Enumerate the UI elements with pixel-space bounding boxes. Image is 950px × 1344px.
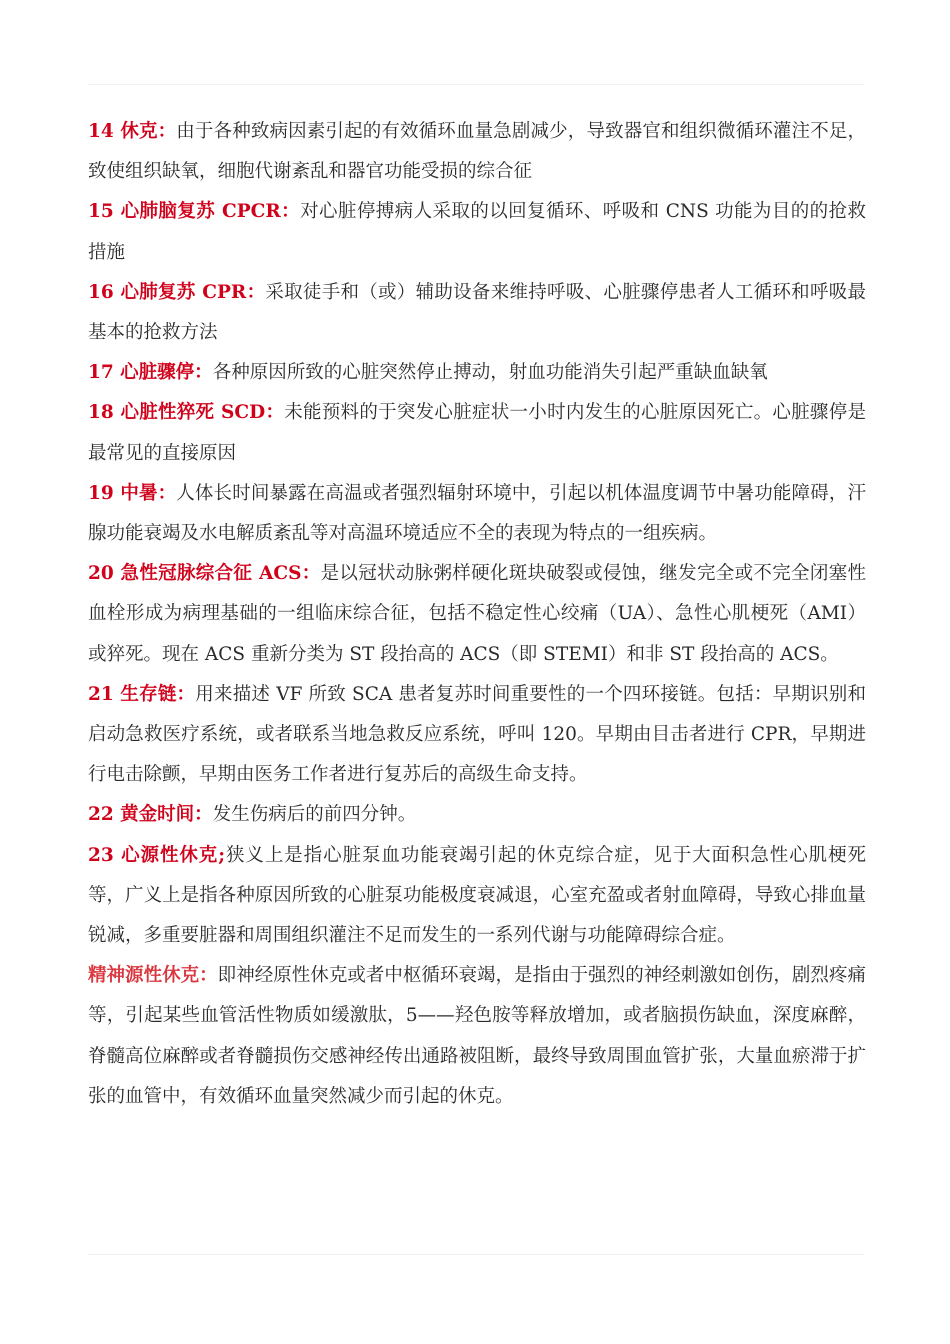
term-label: 19 中暑： xyxy=(88,482,177,504)
term-label: 17 心脏骤停： xyxy=(88,362,213,384)
term-label: 精神源性休克： xyxy=(88,965,218,987)
entry-23-cardiogenic-shock xyxy=(88,836,866,957)
definition-text: 狭义上是指心脏泵血功能衰竭引起的休克综合症，见于大面积急性心肌梗死等，广义上是指各种原因所致的心脏泵功能极度衰减退，心室充盈或者射血障碍，导致心排血量锐减，多重要脏器和周围组织灌注不足而发生的一系列代谢与功能障碍综合症。 xyxy=(88,844,867,947)
definition-text: 是以冠状动脉粥样硬化斑块破裂或侵蚀，继发完全或不完全闭塞性血栓形成为病理基础的一组临床综合征，包括不稳定性心绞痛（UA）、急性心肌梗死（AMI）或猝死。现在 ACS 重新分类为 ST 段抬高的 ACS（即 STEMI）和非 ST 段抬高的 ACS。 xyxy=(88,563,866,665)
header-rule xyxy=(88,84,864,85)
definition-text: 对心脏停搏病人采取的以回复循环、呼吸和 CNS 功能为目的的抢救措施 xyxy=(88,201,866,263)
term-label: 18 心脏性猝死 SCD： xyxy=(88,402,285,424)
entry-21-chain-of-survival xyxy=(88,675,866,796)
entry-15-cpcr xyxy=(88,192,866,272)
entry-17-cardiac-arrest xyxy=(88,353,866,393)
glossary-content xyxy=(88,112,866,1117)
entry-16-cpr xyxy=(88,273,866,353)
entry-18-scd xyxy=(88,393,866,473)
definition-text: 发生伤病后的前四分钟。 xyxy=(212,804,417,826)
term-label: 14 休克： xyxy=(88,121,177,142)
definition-text: 用来描述 VF 所致 SCA 患者复苏时间重要性的一个四环接链。包括：早期识别和启动急救医疗系统，或者联系当地急救反应系统，呼叫 120。早期由目击者进行 CPR，早期进行电击除颤，早期由医务工作者进行复苏后的高级生命支持。 xyxy=(88,683,866,786)
entry-22-golden-time xyxy=(88,795,866,835)
definition-text: 即神经原性休克或者中枢循环衰竭，是指由于强烈的神经刺激如创伤，剧烈疼痛等，引起某些血管活性物质如缓激肽，5——羟色胺等释放增加，或者脑损伤缺血，深度麻醉，脊髓高位麻醉或者脊髓损伤交感神经传出通路被阻断，最终导致周围血管扩张，大量血瘀滞于扩张的血管中，有效循环血量突然减少而引起的休克。 xyxy=(88,965,866,1107)
term-label: 21 生存链： xyxy=(88,683,196,705)
definition-text: 人体长时间暴露在高温或者强烈辐射环境中，引起以机体温度调节中暑功能障碍，汗腺功能衰竭及水电解质紊乱等对高温环境适应不全的表现为特点的一组疾病。 xyxy=(88,482,866,545)
entry-14-shock xyxy=(88,112,866,192)
term-label: 15 心肺脑复苏 CPCR： xyxy=(88,201,301,223)
entry-neurogenic-shock xyxy=(88,956,866,1117)
term-label: 23 心源性休克; xyxy=(88,844,226,866)
entry-20-acs xyxy=(88,554,866,675)
definition-text: 采取徒手和（或）辅助设备来维持呼吸、心脏骤停患者人工循环和呼吸最基本的抢救方法 xyxy=(88,281,866,344)
definition-text: 各种原因所致的心脏突然停止搏动，射血功能消失引起严重缺血缺氧 xyxy=(212,362,768,384)
term-label: 16 心肺复苏 CPR： xyxy=(88,281,266,303)
entry-19-heatstroke xyxy=(88,474,866,554)
term-label: 20 急性冠脉综合征 ACS： xyxy=(88,563,321,585)
definition-text: 由于各种致病因素引起的有效循环血量急剧减少，导致器官和组织微循环灌注不足，致使组织缺氧，细胞代谢紊乱和器官功能受损的综合征 xyxy=(88,121,866,183)
definition-text: 未能预料的于突发心脏症状一小时内发生的心脏原因死亡。心脏骤停是最常见的直接原因 xyxy=(88,402,866,464)
term-label: 22 黄金时间： xyxy=(88,804,213,826)
footer-rule xyxy=(88,1254,864,1255)
